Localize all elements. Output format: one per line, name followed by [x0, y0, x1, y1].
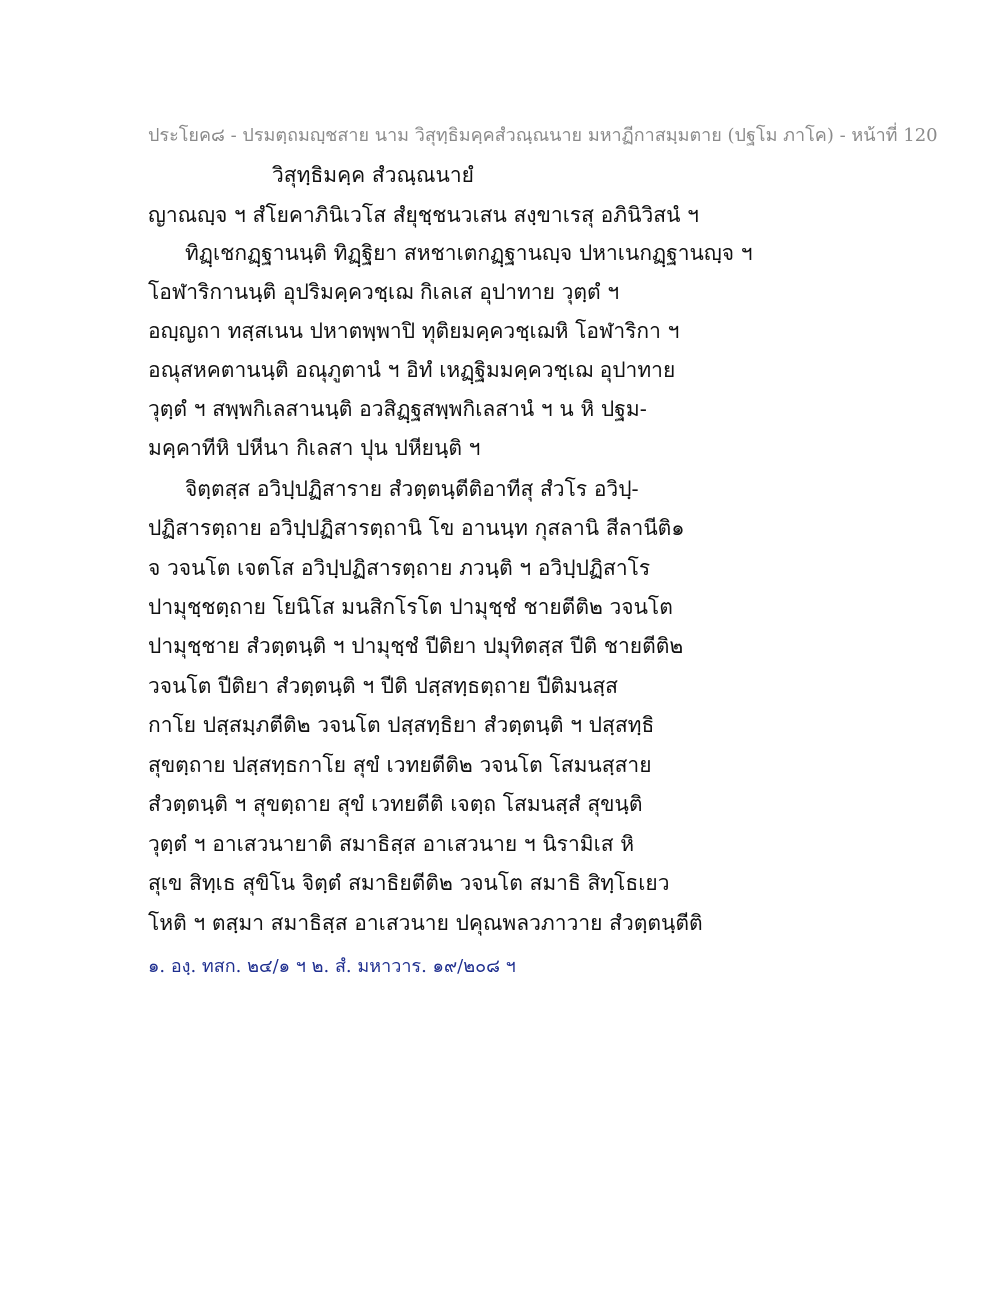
body-line: ญาณญฺจ ฯ สํโยคาภินิเวโส สํยุชฺชนวเสน สงฺขาเรสุ อภินิวิสนํ ฯ — [148, 203, 699, 227]
body-line: วุตฺตํ ฯ อาเสวนายาติ สมาธิสฺส อาเสวนาย ฯ นิรามิเส หิ — [148, 832, 635, 856]
body-line: วุตฺตํ ฯ สพฺพกิเลสานนฺติ อวสิฏฺฐสพฺพกิเลสานํ ฯ น หิ ปฐม- — [148, 397, 647, 421]
body-line: สํวตฺตนฺติ ฯ สุขตฺถาย สุขํ เวทยตีติ เจตฺถ โสมนสฺสํ สุขนฺติ — [148, 792, 643, 816]
body-line: กาโย ปสฺสมฺภตีติ๒ วจนโต ปสฺสทฺธิยา สํวตฺตนฺติ ฯ ปสฺสทฺธิ — [148, 713, 655, 737]
body-line: จ วจนโต เจตโส อวิปฺปฏิสารตฺถาย ภวนฺติ ฯ อวิปฺปฏิสาโร — [148, 556, 651, 580]
body-line: ปฏิสารตฺถาย อวิปฺปฏิสารตฺถานิ โข อานนฺท กุสลานิ สีลานีติ๑ — [148, 516, 685, 540]
body-line: โหติ ฯ ตสฺมา สมาธิสฺส อาเสวนาย ปคุณพลวภาวาย สํวตฺตนฺตีติ — [148, 911, 703, 935]
body-line: ทิฏฺเชกฏฺฐานนฺติ ทิฏฺฐิยา สหชาเตกฏฺฐานญฺจ ปหาเนกฏฺฐานญฺจ ฯ — [185, 241, 753, 265]
footnote: ๑. องฺ. ทสก. ๒๔/๑ ฯ ๒. สํ. มหาวาร. ๑๙/๒๐๘ ฯ — [148, 956, 516, 977]
section-title: วิสุทฺธิมคฺค สํวณฺณนายํ — [272, 163, 474, 187]
body-line: มคฺคาทีหิ ปหีนา กิเลสา ปุน ปหียนฺติ ฯ — [148, 436, 481, 460]
body-line: จิตฺตสฺส อวิปฺปฏิสาราย สํวตฺตนฺตีติอาทีสุ สํวโร อวิปฺ- — [185, 477, 639, 501]
body-line: อณุสหคตานนฺติ อณุภูตานํ ฯ อิทํ เหฏฺฐิมมคฺควชฺเฌ อุปาทาย — [148, 358, 676, 382]
body-line: วจนโต ปีติยา สํวตฺตนฺติ ฯ ปีติ ปสฺสทฺธตฺถาย ปีติมนสฺส — [148, 674, 618, 698]
body-line: สุเข สิทฺเธ สุขิโน จิตฺตํ สมาธิยตีติ๒ วจนโต สมาธิ สิทฺโธเยว — [148, 871, 670, 895]
body-line: ปามุชฺชตฺถาย โยนิโส มนสิกโรโต ปามุชฺชํ ชายตีติ๒ วจนโต — [148, 595, 673, 619]
body-line: อญฺญถา ทสฺสเนน ปหาตพฺพาปิ ทุติยมคฺควชฺเฌหิ โอฬาริกา ฯ — [148, 319, 680, 343]
body-line: สุขตฺถาย ปสฺสทฺธกาโย สุขํ เวทยตีติ๒ วจนโต โสมนสฺสาย — [148, 753, 652, 777]
body-line: โอฬาริกานนฺติ อุปริมคฺควชฺเฌ กิเลเส อุปาทาย วุตฺตํ ฯ — [148, 280, 620, 304]
running-header: ประโยค๘ - ปรมตฺถมญฺชสาย นาม วิสุทฺธิมคฺคสํวณฺณนาย มหาฏีกาสมฺมตาย (ปฐโม ภาโค) - หน้าที่ 120 — [148, 125, 938, 146]
body-line: ปามุชฺชาย สํวตฺตนฺติ ฯ ปามุชฺชํ ปีติยา ปมุทิตสฺส ปีติ ชายตีติ๒ — [148, 634, 684, 658]
